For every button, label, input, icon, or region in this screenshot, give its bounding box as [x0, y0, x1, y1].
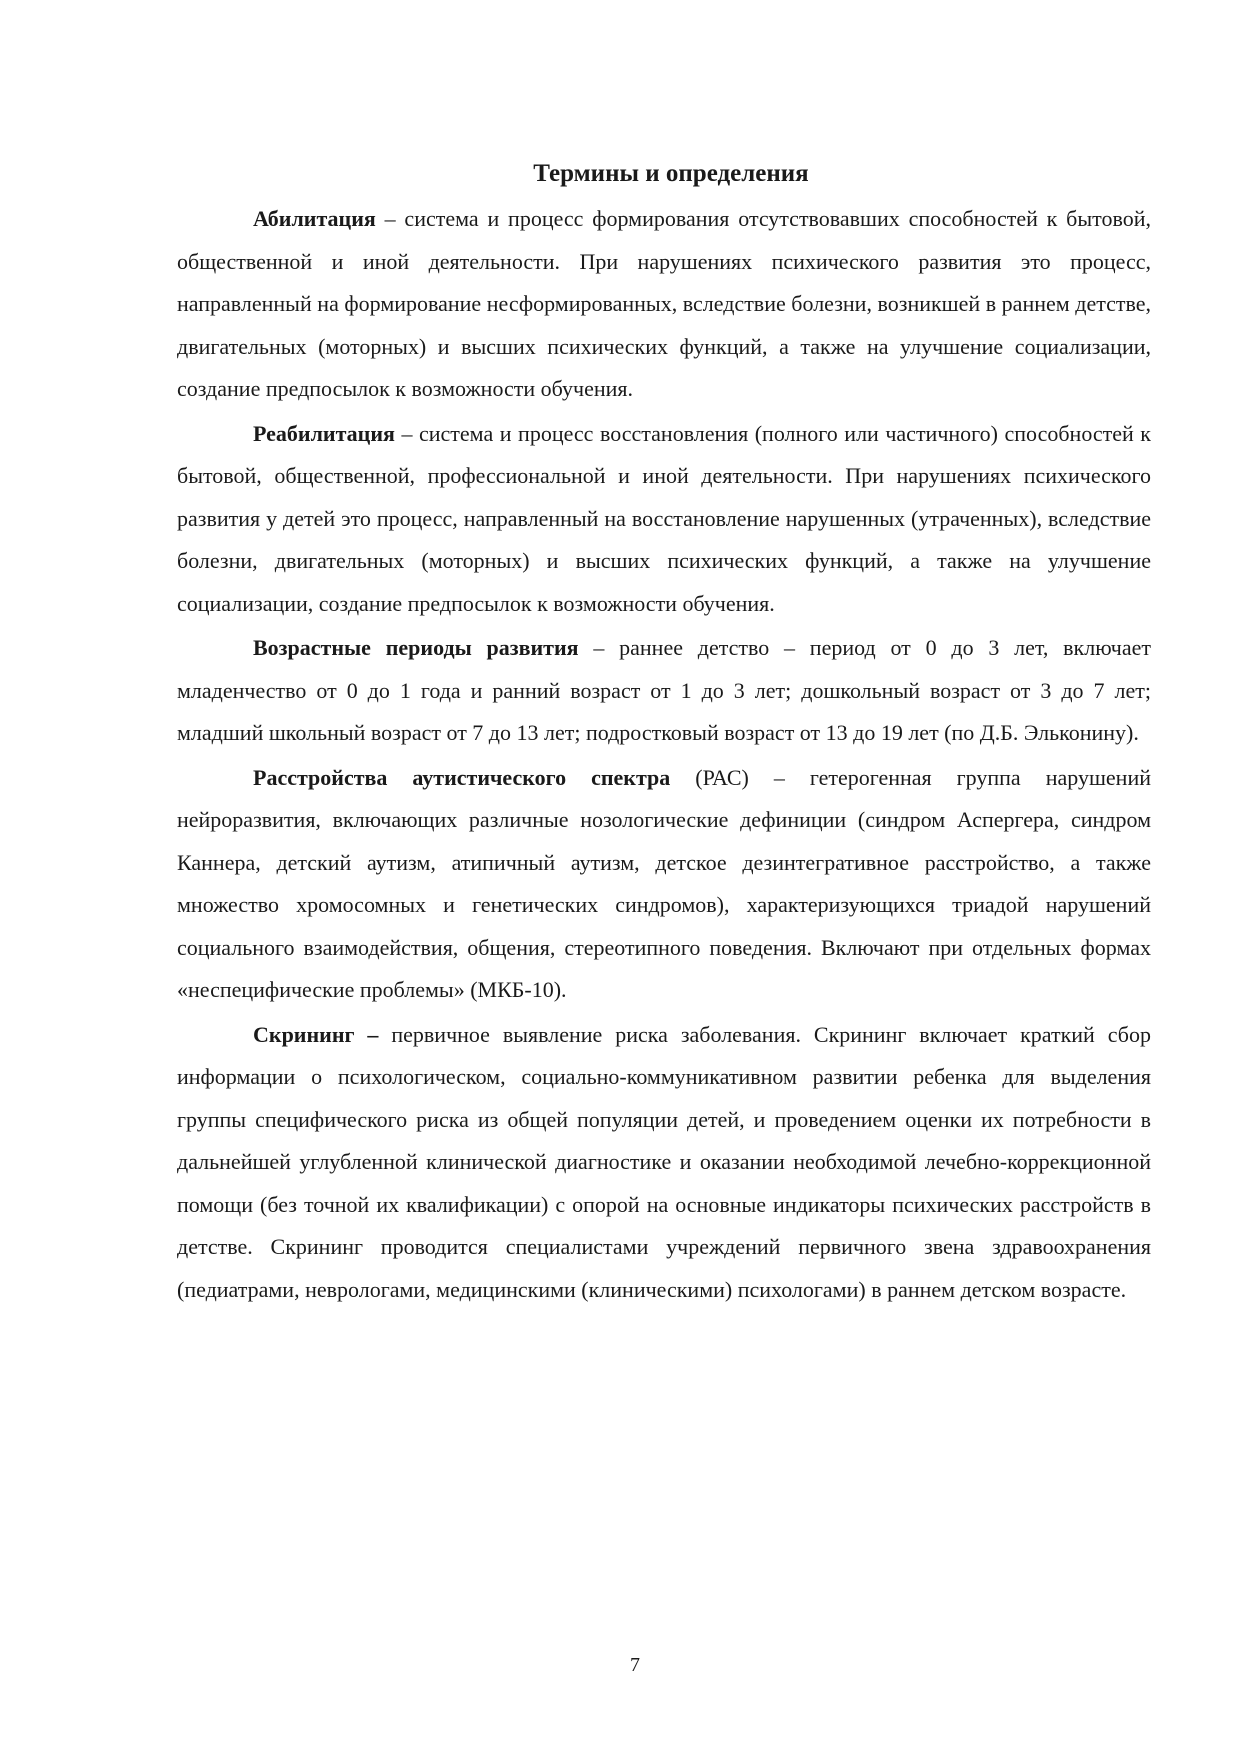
- definition-term: Возрастные периоды развития: [253, 635, 579, 660]
- definition-term: Реабилитация: [253, 420, 395, 446]
- definition-age-periods: [177, 627, 1151, 755]
- definition-text: – система и процесс формирования отсутствовавших способностей к бытовой, общественной и иной деятельности. При нарушениях психического развития это процесс, направленный на формирование несформированных, вследствие болезни, возникшей в раннем детстве, двигательных (моторных) и высших психических функций, а также на улучшение социализации, создание предпосылок к возможности обучения.: [177, 206, 1151, 401]
- definition-screening: [177, 1014, 1151, 1312]
- page-number: 7: [630, 1654, 640, 1676]
- definition-text: первичное выявление риска заболевания. Скрининг включает краткий сбор информации о психологическом, социально-коммуникативном развитии ребенка для выделения группы специфического риска из общей популяции детей, и проведением оценки их потребности в дальнейшей углубленной клинической диагностике и оказании необходимой лечебно-коррекционной помощи (без точной их квалификации) с опорой на основные индикаторы психических расстройств в детстве. Скрининг проводится специалистами учреждений первичного звена здравоохранения (педиатрами, неврологами, медицинскими (клиническими) психологами) в раннем детском возрасте.: [177, 1021, 1151, 1302]
- definition-text: (РАС) – гетерогенная группа нарушений нейроразвития, включающих различные нозологические дефиниции (синдром Аспергера, синдром Каннера, детский аутизм, атипичный аутизм, детское дезинтегративное расстройство, а также множество хромосомных и генетических синдромов), характеризующихся триадой нарушений социального взаимодействия, общения, стереотипного поведения. Включают при отдельных формах «неспецифические проблемы» (МКБ-10).: [177, 764, 1151, 1002]
- definition-asd: [177, 757, 1151, 1012]
- definition-rehabilitation: [177, 413, 1151, 626]
- page-content: [177, 156, 1151, 1311]
- definition-term: Абилитация: [253, 206, 376, 231]
- definition-abilitation: [177, 198, 1151, 411]
- definition-text: – система и процесс восстановления (полного или частичного) способностей к бытовой, общественной, профессиональной и иной деятельности. При нарушениях психического развития у детей это процесс, направленный на восстановление нарушенных (утраченных), вследствие болезни, двигательных (моторных) и высших психических функций, а также на улучшение социализации, создание предпосылок к возможности обучения.: [177, 420, 1151, 616]
- page-title: Термины и определения: [533, 160, 809, 187]
- definition-term: Скрининг –: [253, 1021, 379, 1047]
- definition-term: Расстройства аутистического спектра: [253, 764, 671, 790]
- definition-text: – раннее детство – период от 0 до 3 лет, включает младенчество от 0 до 1 года и ранний возраст от 1 до 3 лет; дошкольный возраст от 3 до 7 лет; младший школьный возраст от 7 до 13 лет; подростковый возраст от 13 до 19 лет (по Д.Б. Эльконину).: [177, 635, 1151, 745]
